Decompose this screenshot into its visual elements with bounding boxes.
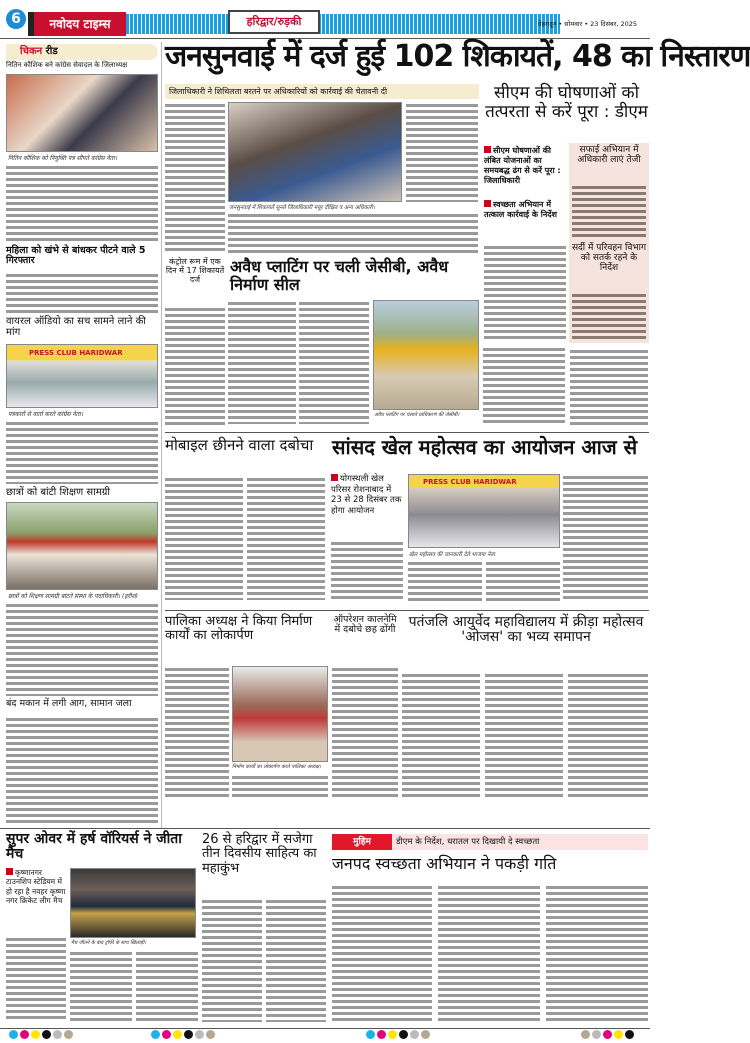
article-body [484, 244, 566, 340]
headline-study-material: छात्रों को बांटी शिक्षण सामग्री [6, 487, 110, 498]
article-body [266, 898, 326, 1022]
article-body [247, 476, 325, 600]
column-subhead: नितिन कौशिक बने कांग्रेस सेवादल के जिलाध्यक्ष [6, 61, 128, 69]
article-body [331, 540, 403, 600]
photo-public-hearing [228, 102, 402, 202]
photo-palika [232, 666, 328, 762]
article-body [486, 560, 560, 602]
sports-bullet: योगस्थली खेल परिसर रोशनाबाद में 23 से 28 दिसंबर तक होगा आयोजन [331, 474, 402, 516]
stripe-bar [126, 14, 560, 34]
side-headline-control-room: कंट्रोल रूम में एक दिन में 17 शिकायतें दर्ज [165, 257, 225, 284]
patanjali-headline: पतंजलि आयुर्वेद महाविद्यालय में क्रीड़ा महोत्सव 'ओजस' का भव्य समापन [408, 614, 644, 646]
photo-caption: पत्रकारों से वार्ता करते कांग्रेस नेता। [8, 411, 84, 418]
article-body [136, 950, 198, 1022]
article-body [483, 346, 565, 426]
cleanliness-headline: जनपद स्वच्छता अभियान ने पकड़ी गति [332, 854, 557, 873]
photo-caption: मैच जीतने के बाद ट्रॉफी के साथ खिलाड़ी। [71, 940, 147, 946]
photo-caption: खेल महोत्सव की जानकारी देते भाजपा नेता [409, 552, 495, 558]
cricket-bullet: कृष्णानगर टाउनशिप स्टेडियम में हो रहा है नवहर कृष्णा नगर क्रिकेट लीग मैच [6, 868, 68, 906]
photo-cricket-winners [70, 868, 196, 938]
masthead-date: देहरादून • सोमवार • 23 दिसंबर, 2025 [538, 20, 638, 28]
dm-bullet: स्वच्छता अभियान में तत्काल कार्रवाई के निर्देश [484, 200, 566, 220]
mobile-headline: मोबाइल छीनने वाला दबोचा [165, 436, 314, 454]
article-body [485, 672, 563, 800]
photo-caption: निर्माण कार्यों का लोकार्पण करते पालिका अध्यक्ष। [232, 764, 322, 770]
article-body [332, 884, 432, 1022]
press-club-sign: PRESS CLUB HARIDWAR [423, 478, 517, 486]
page-number: 6 [6, 9, 26, 29]
photo-caption: अवैध प्लाटिंग पर चलाते प्राधिकरण की जेसीबी। [374, 412, 460, 418]
photo-appointment [6, 74, 158, 152]
column-label-black: रीड [45, 46, 58, 57]
headline-women-assault: महिला को खंभे से बांधकर पीटने वाले 5 गिरफ्तार [6, 245, 146, 267]
article-body [568, 672, 648, 800]
headline-viral-audio: वायरल ऑडियो का सच सामने लाने की मांग [6, 316, 146, 338]
cricket-headline: सुपर ओवर में हर्ष वॉरियर्स ने जीता मैच [6, 831, 182, 863]
article-body [165, 102, 225, 252]
campaign-tag: मुहिम [332, 834, 392, 850]
article-body [165, 666, 229, 800]
article-body [570, 348, 648, 428]
article-body [6, 602, 158, 696]
article-body [572, 292, 646, 340]
article-body [165, 476, 243, 600]
photo-caption: नितिन कौशिक को नियुक्ति पत्र सौंपते कांग्रेस नेता। [8, 155, 117, 162]
photo-sports-press [408, 474, 560, 548]
article-body [232, 774, 328, 800]
article-body [202, 898, 262, 1022]
campaign-kicker: डीएम के निर्देश, धरातल पर दिखायी दे स्वच्छता [396, 837, 540, 847]
photo-jcb [373, 300, 479, 410]
article-body [408, 560, 482, 602]
article-body [406, 102, 478, 202]
jcb-headline: अवैध प्लाटिंग पर चली जेसीबी, अवैध निर्माण सील [230, 257, 449, 294]
photo-caption: जनसुनवाई में शिकायतें सुनते जिलाधिकारी मयूर दीक्षित व अन्य अधिकारी। [229, 205, 376, 211]
article-body [228, 300, 296, 424]
article-body [438, 884, 540, 1022]
article-body [332, 666, 398, 800]
literature-headline: 26 से हरिद्वार में सजेगा तीन दिवसीय साहित्य का महाकुंभ [202, 832, 317, 876]
article-body [563, 474, 648, 602]
dm-headline: सीएम की घोषणाओं को तत्परता से करें पूरा : डीएम [485, 83, 648, 122]
article-body [6, 716, 158, 826]
article-body [546, 884, 648, 1022]
dm-bullet: सीएम घोषणाओं की लंबित योजनाओं का समयबद्ध ढंग से करें पूरा : जिलाधिकारी [484, 146, 566, 186]
headline-house-fire: बंद मकान में लगी आग, सामान जला [6, 698, 132, 709]
article-body [572, 184, 646, 240]
photo-press-club [6, 344, 158, 408]
article-body [299, 300, 369, 424]
lead-headline: जनसुनवाई में दर्ज हुई 102 शिकायतें, 48 का निस्तारण [165, 39, 750, 74]
section-tag: हरिद्वार/रुड़की [228, 10, 320, 34]
box-headline-transport: सर्दी में परिवहन विभाग को सतर्क रहने के निर्देश [571, 243, 647, 273]
article-body [6, 272, 158, 314]
article-body [6, 164, 158, 244]
article-body [402, 672, 480, 800]
lead-subhead: जिलाधिकारी ने शिथिलता बरतने पर अधिकारियों को कार्रवाई की चेतावनी दी [165, 84, 479, 99]
article-body [70, 950, 132, 1022]
column-label-red: चिकन [20, 46, 43, 57]
article-body [6, 936, 66, 1022]
column-label [6, 44, 158, 60]
palika-headline: पालिका अध्यक्ष ने किया निर्माण कार्यों का लोकार्पण [165, 614, 313, 644]
article-body [165, 306, 225, 426]
article-body [228, 212, 478, 254]
sports-headline: सांसद खेल महोत्सव का आयोजन आज से [332, 435, 638, 459]
kalnemi-headline: ऑपरेशन कालनेमि में दबोचे छह ढोंगी [333, 614, 397, 636]
photo-caption: छात्रों को शिक्षण सामग्री बांटते संस्था के पदाधिकारी। (हरीश) [8, 593, 138, 600]
logo: नवोदय टाइम्स [28, 12, 126, 36]
color-registration-bar [0, 1028, 650, 1040]
box-headline-cleanliness: सफाई अभियान में अधिकारी लाएं तेजी [577, 145, 641, 165]
article-body [6, 420, 158, 484]
photo-study-material [6, 502, 158, 590]
press-club-sign: PRESS CLUB HARIDWAR [29, 349, 123, 357]
